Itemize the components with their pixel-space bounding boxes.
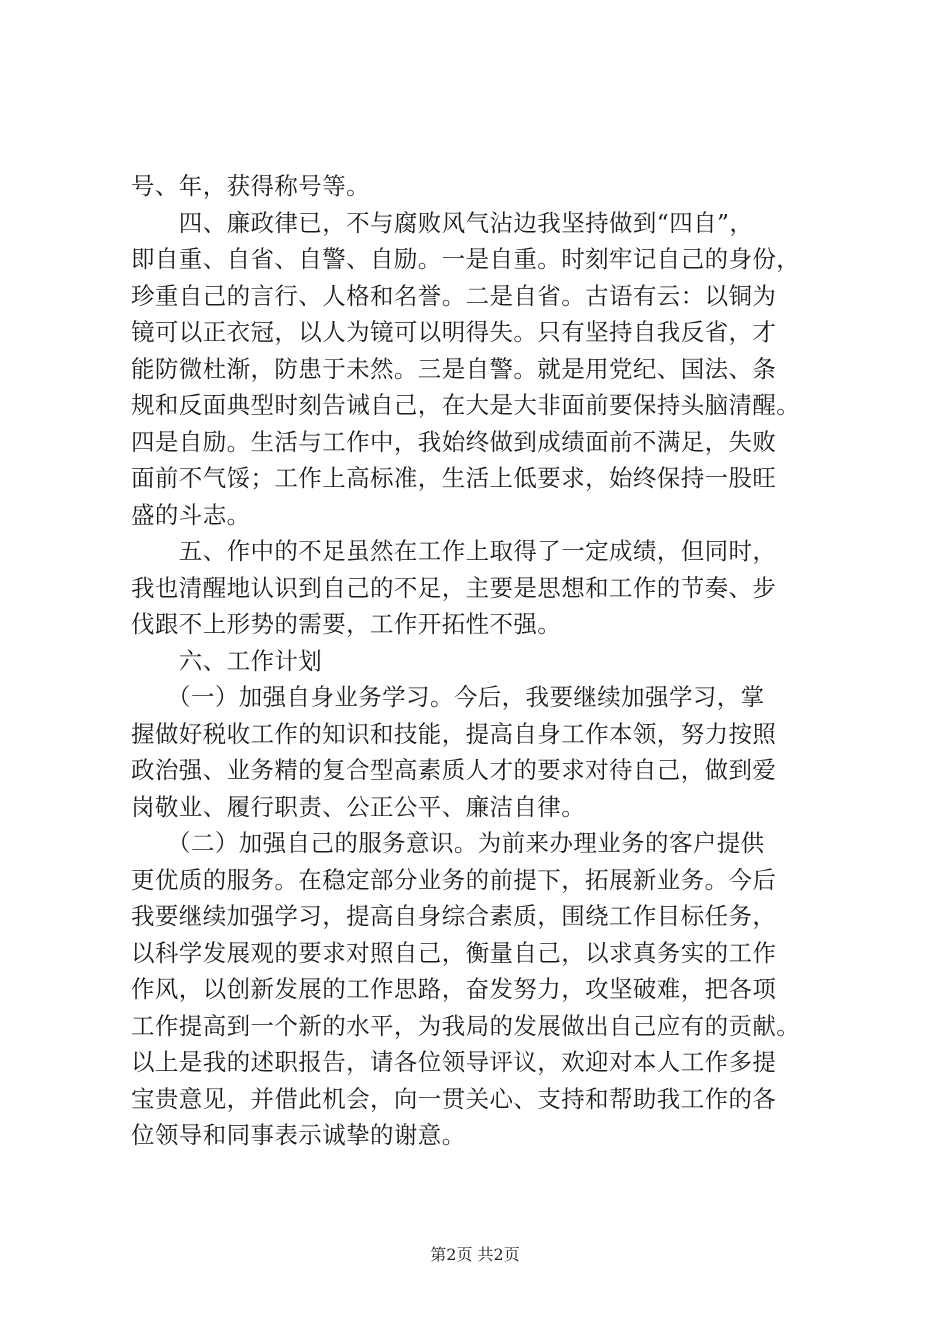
text-line: 工作提高到一个新的水平，为我局的发展做出自己应有的贡献。 <box>131 1011 801 1040</box>
page-number: 第2页 共2页 <box>430 1245 520 1264</box>
text-line: 四是自励。生活与工作中，我始终做到成绩面前不满足，失败 <box>131 427 777 456</box>
text-line: 即自重、自省、自警、自励。一是自重。时刻牢记自己的身份， <box>131 245 801 273</box>
text-line: 珍重自己的言行、人格和名誉。二是自省。古语有云：以铜为 <box>131 281 777 310</box>
text-line: （二）加强自己的服务意识。为前来办理业务的客户提供 <box>131 829 765 857</box>
text-line: 五、作中的不足虽然在工作上取得了一定成绩，但同时， <box>131 537 777 565</box>
text-line: 我要继续加强学习，提高自身综合素质，围绕工作目标任务， <box>131 902 777 930</box>
text-line: （一）加强自身业务学习。今后，我要继续加强学习，掌 <box>131 683 765 711</box>
text-line: 四、廉政律已，不与腐败风气沾边我坚持做到“四自”， <box>131 208 754 237</box>
text-line: 伐跟不上形势的需要，工作开拓性不强。 <box>131 610 562 638</box>
document-body <box>131 168 831 1154</box>
text-line: 宝贵意见，并借此机会，向一贯关心、支持和帮助我工作的各 <box>131 1084 777 1113</box>
text-line: 号、年，获得称号等。 <box>131 172 370 200</box>
text-line: 以上是我的述职报告，请各位领导评议，欢迎对本人工作多提 <box>131 1048 777 1076</box>
text-line: 政治强、业务精的复合型高素质人才的要求对待自己，做到爱 <box>131 756 777 784</box>
section-heading: 六、工作计划 <box>131 646 323 675</box>
text-line: 镜可以正衣冠，以人为镜可以明得失。只有坚持自我反省，才 <box>131 318 777 346</box>
text-line: 作风，以创新发展的工作思路，奋发努力，攻坚破难，把各项 <box>131 975 777 1003</box>
text-line: 以科学发展观的要求对照自己，衡量自己，以求真务实的工作 <box>131 938 777 967</box>
text-line: 规和反面典型时刻告诫自己，在大是大非面前要保持头脑清醒。 <box>131 391 801 419</box>
text-line: 我也清醒地认识到自己的不足，主要是思想和工作的节奏、步 <box>131 573 777 602</box>
text-line: 位领导和同事表示诚挚的谢意。 <box>131 1121 466 1149</box>
text-line: 岗敬业、履行职责、公正公平、廉洁自律。 <box>131 792 586 821</box>
page-footer <box>0 1242 950 1265</box>
text-line: 面前不气馁；工作上高标准，生活上低要求，始终保持一股旺 <box>131 464 777 492</box>
text-line: 能防微杜渐，防患于未然。三是自警。就是用党纪、国法、条 <box>131 354 777 383</box>
text-line: 更优质的服务。在稳定部分业务的前提下，拓展新业务。今后 <box>131 865 777 894</box>
text-line: 盛的斗志。 <box>131 500 251 529</box>
text-line: 握做好税收工作的知识和技能，提高自身工作本领，努力按照 <box>131 719 777 748</box>
